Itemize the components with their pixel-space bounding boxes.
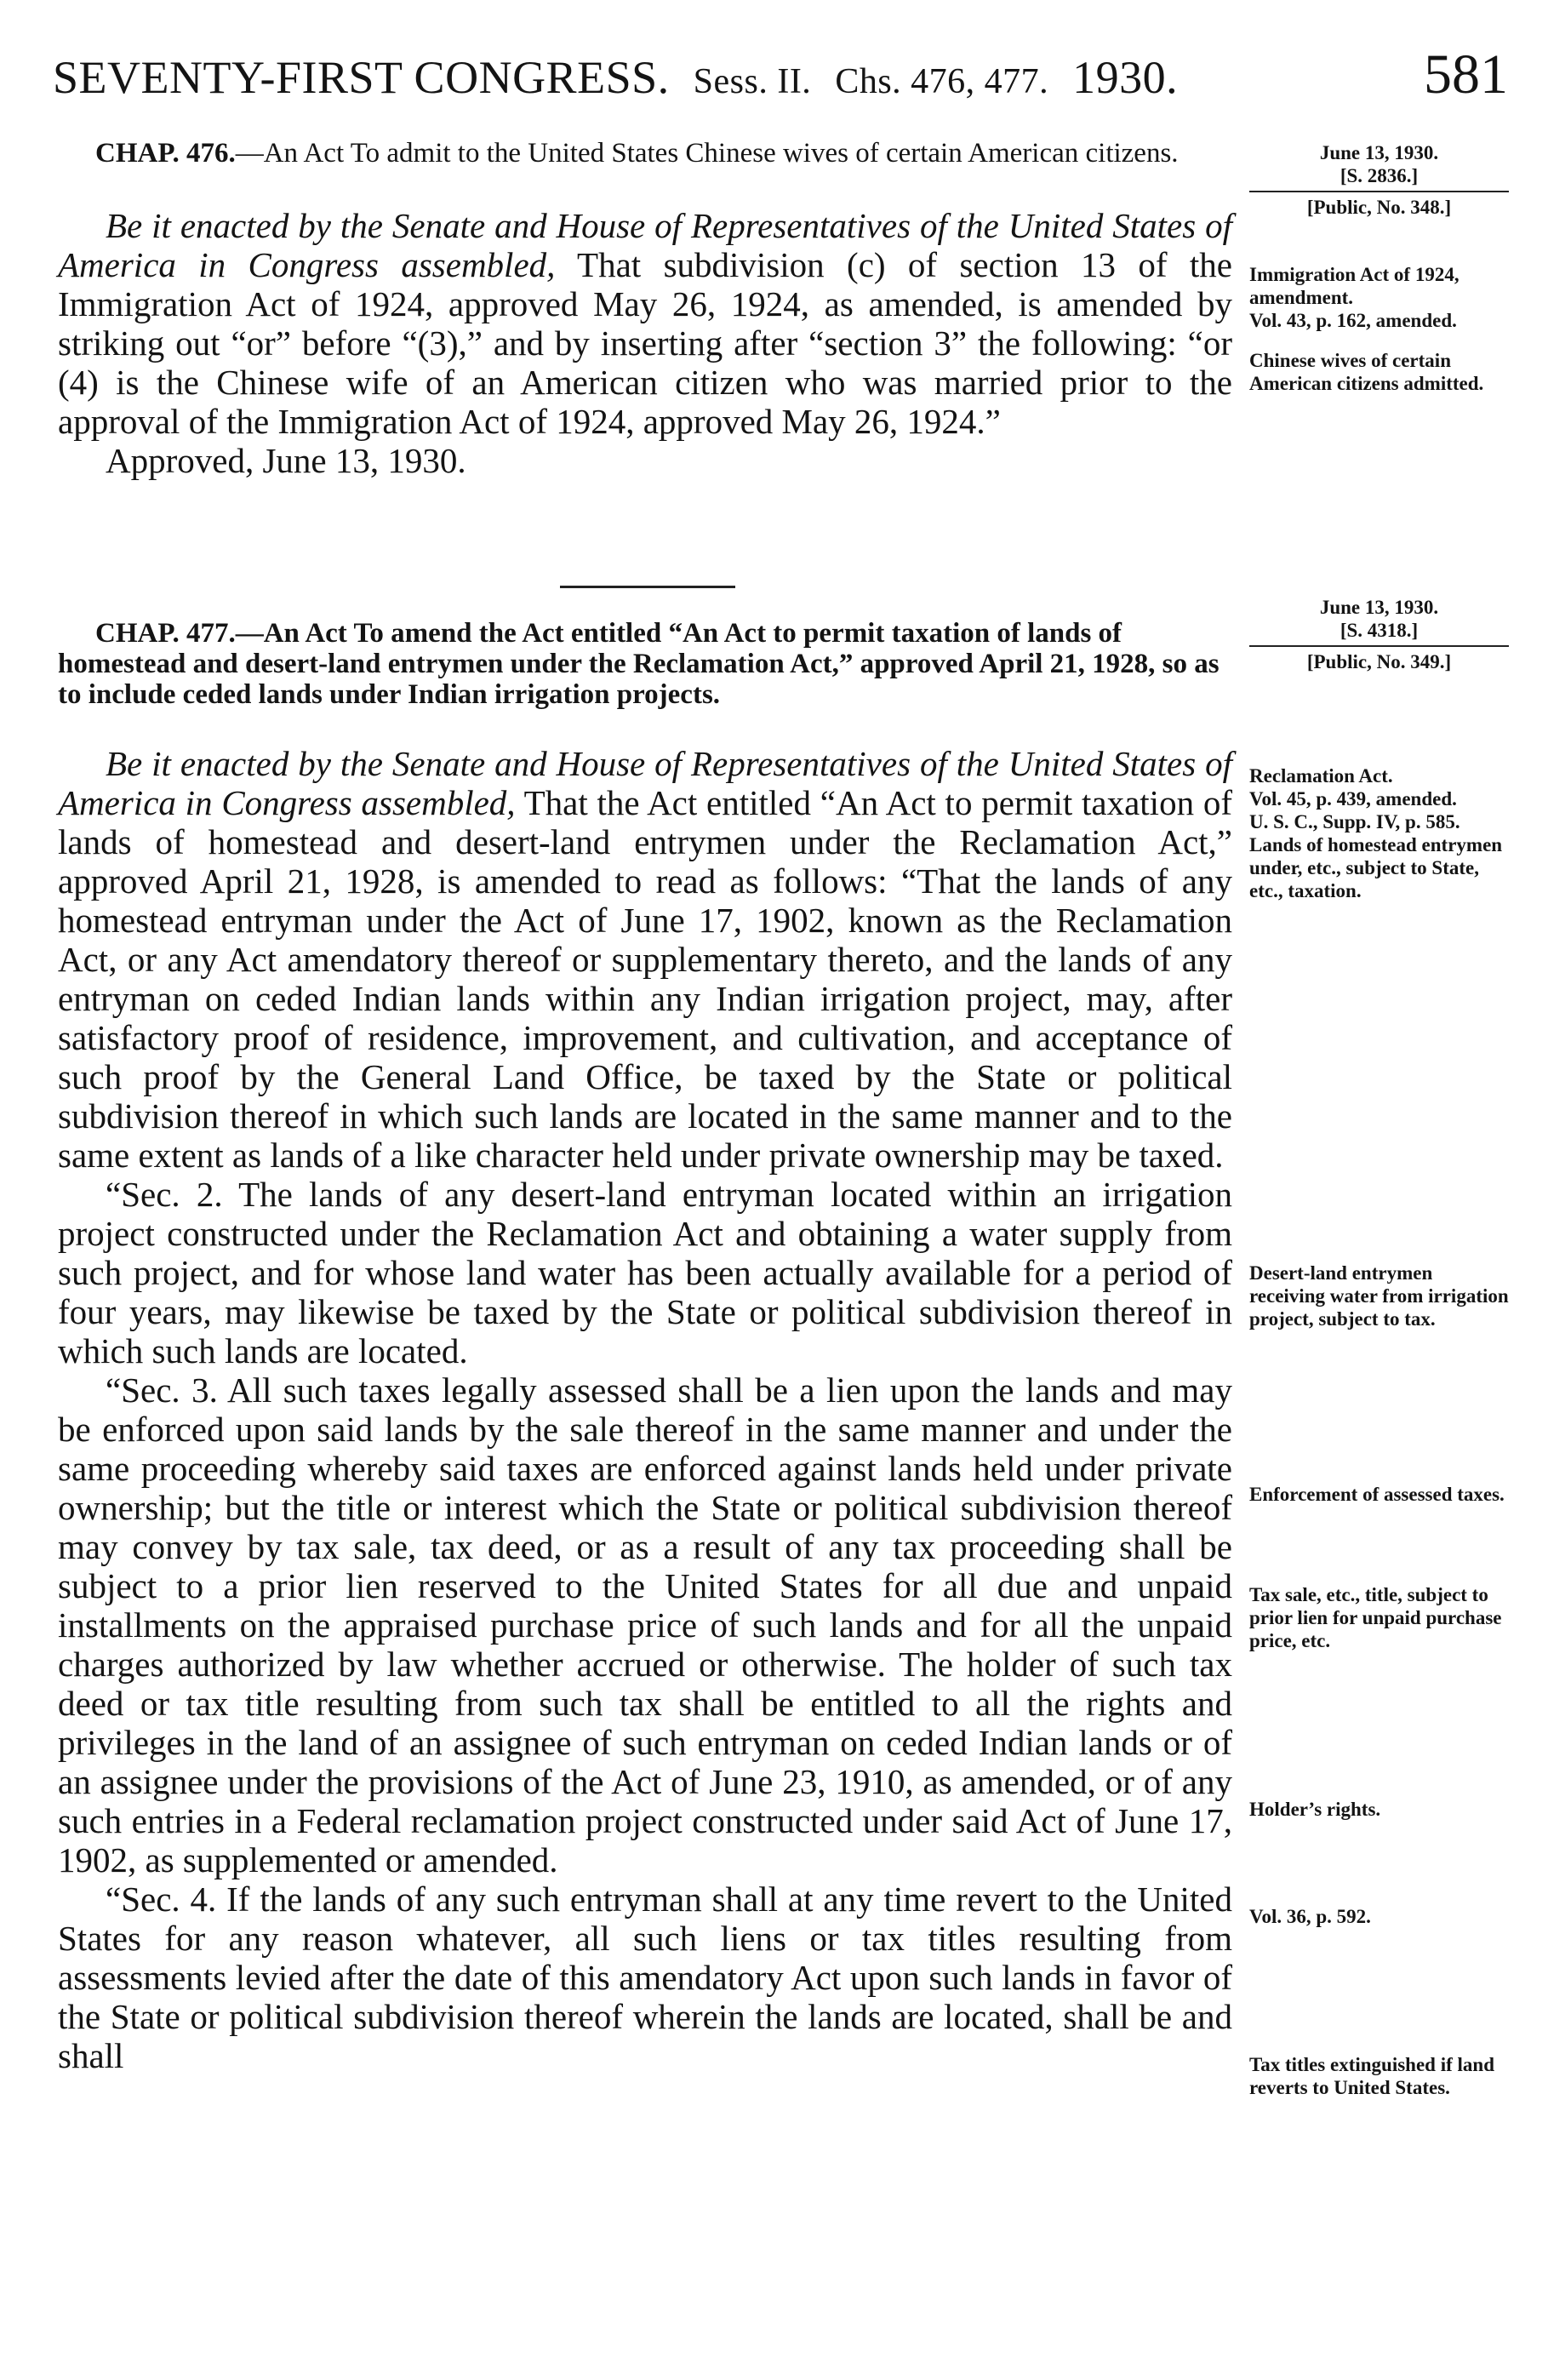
chap-476-bill: [S. 2836.]	[1340, 165, 1419, 186]
side-note-enforcement: Enforcement of assessed taxes.	[1249, 1484, 1505, 1505]
chap-477-title: —An Act To amend the Act entitled “An Act to permit taxation of lands of homestead and desert-land entrymen under the Reclamation Act,” approved April 21, 1928, so as to include ceded lands under Indian irrigation projects.	[58, 618, 1220, 710]
side-note-chinese-wives: Chinese wives of certain American citizens admitted.	[1249, 350, 1484, 394]
chap-477-para-1-text: That the Act entitled “An Act to permit taxation of lands of homestead and desert-land entrymen under the Reclamation Act,” approved April 21, 1928, is amended to read as follows: “That the lands of any homestead entryman under the Act of June 17, 1902, known as the Reclamation Act, or any Act amendatory thereof or supplementary thereto, and the lands of any entryman on ceded Indian lands within any Indian irrigation project, may, after satisfactory proof of residence, improvement, and cultivation, and acceptance of such proof by the General Land Office, be taxed by the State or political subdivision thereof in which such lands are located in the same manner and to the same extent as lands of a like character held under private ownership may be taxed.	[58, 783, 1232, 1175]
side-note-tax-sale: Tax sale, etc., title, subject to prior lien for unpaid purchase price, etc.	[1249, 1584, 1502, 1651]
chap-477-sec-3: “Sec. 3. All such taxes legally assessed shall be a lien upon the lands and may be enforced upon said lands by the sale thereof in the same manner and under the same proceeding whereby said taxes are enforced against lands held under private ownership; but the title or interest which the State or political subdivision thereof may convey by tax sale, tax deed, or as a result of any tax proceeding shall be subject to a prior lien reserved to the United States for all due and unpaid installments on the appraised purchase price of such lands and for all the unpaid charges authorized by law whether accrued or otherwise. The holder of such tax deed or tax title resulting from such tax shall be entitled to all the rights and privileges in the land of an assignee of such entryman on ceded Indian lands or of an assignee under the provisions of the Act of June 23, 1910, as amended, or of any such entries in a Federal reclamation project constructed under said Act of June 17, 1902, as supplemented or amended.	[58, 1370, 1232, 1879]
chap-477-sec-4: “Sec. 4. If the lands of any such entryman shall at any time revert to the United States for any reason whatever, all such liens or tax titles resulting from assessments levied after the date of this amendatory Act upon such lands in favor of the State or political subdivision thereof wherein the lands are located, shall be and shall	[58, 1879, 1232, 2075]
side-note-tax-titles-extinguished: Tax titles extinguished if land reverts to United States.	[1249, 2054, 1494, 2098]
chapters-label: Chs. 476, 477.	[835, 62, 1049, 101]
side-note-reclamation-act: Reclamation Act.	[1249, 765, 1393, 787]
chap-477	[58, 618, 1232, 2075]
side-note-immigration-act: Immigration Act of 1924, amendment.	[1249, 264, 1459, 308]
side-note-taxsale-group	[1249, 1583, 1509, 1652]
chap-477-enacting-clause: Be it enacted by the Senate and House of Representatives of the United States of America in Congress assembled,	[58, 744, 1232, 822]
chap-476-margin	[1249, 141, 1509, 395]
side-note-desert-group	[1249, 1262, 1509, 1330]
side-note-lands-taxation: Lands of homestead entrymen under, etc., subject to State, etc., taxation.	[1249, 834, 1503, 901]
chap-476-approved: Approved, June 13, 1930.	[106, 441, 466, 480]
chap-476-public: [Public, No. 348.]	[1306, 197, 1452, 218]
year-label: 1930.	[1072, 52, 1179, 103]
chap-477-margin-header	[1249, 596, 1509, 673]
side-note-holder-group	[1249, 1798, 1509, 1821]
chapter-separator	[560, 586, 735, 588]
running-header	[53, 34, 1508, 111]
chap-477-number: CHAP. 477.	[95, 618, 236, 649]
chap-477-para-1	[58, 744, 1232, 1175]
side-note-vol45: Vol. 45, p. 439, amended.	[1249, 788, 1457, 810]
chap-476-body	[58, 206, 1232, 441]
chap-477-heading	[58, 618, 1232, 710]
chap-476-enacting-clause: Be it enacted by the Senate and House of Representatives of the United States of America in Congress assembled,	[58, 206, 1232, 284]
side-note-enforcement-group	[1249, 1483, 1509, 1506]
chap-476-date: June 13, 1930.	[1319, 142, 1439, 163]
chap-476	[58, 138, 1232, 480]
side-note-desert-land: Desert-land entrymen receiving water from irrigation project, subject to tax.	[1249, 1262, 1509, 1330]
chap-476-title: —An Act To admit to the United States Chinese wives of certain American citizens.	[235, 138, 1179, 169]
chap-477-date: June 13, 1930.	[1319, 597, 1439, 618]
side-note-vol36: Vol. 36, p. 592.	[1249, 1906, 1371, 1927]
chap-476-heading	[58, 138, 1232, 169]
page-number: 581	[1424, 43, 1508, 106]
side-note-holders-rights: Holder’s rights.	[1249, 1799, 1381, 1820]
running-title: SEVENTY-FIRST CONGRESS.	[53, 52, 670, 103]
chap-477-public: [Public, No. 349.]	[1306, 651, 1452, 672]
divider	[1249, 191, 1509, 192]
chap-476-number: CHAP. 476.	[95, 138, 236, 169]
chap-477-bill: [S. 4318.]	[1340, 620, 1419, 641]
header-left	[53, 51, 1178, 104]
side-note-vol36-group	[1249, 1905, 1509, 1928]
side-note-extinguished-group	[1249, 2053, 1509, 2099]
divider	[1249, 645, 1509, 647]
chap-477-sec-2: “Sec. 2. The lands of any desert-land entryman located within an irrigation project constructed under the Reclamation Act and obtaining a water supply from such project, and for whose land water has been actually available for a period of four years, may likewise be taxed by the State or political subdivision thereof in which such lands are located.	[58, 1175, 1232, 1370]
side-note-reclamation-group	[1249, 764, 1509, 902]
side-note-usc: U. S. C., Supp. IV, p. 585.	[1249, 811, 1460, 832]
chap-476-text: That subdivision (c) of section 13 of the Immigration Act of 1924, approved May 26, 1924, as amended, is amended by striking out “or” before “(3),” and by inserting after “section 3” the following: “or (4) is the Chinese wife of an American citizen who was married prior to the approval of the Immigration Act of 1924, approved May 26, 1924.”	[58, 245, 1232, 441]
session-label: Sess. II.	[693, 62, 812, 101]
side-note-vol43: Vol. 43, p. 162, amended.	[1249, 310, 1457, 331]
